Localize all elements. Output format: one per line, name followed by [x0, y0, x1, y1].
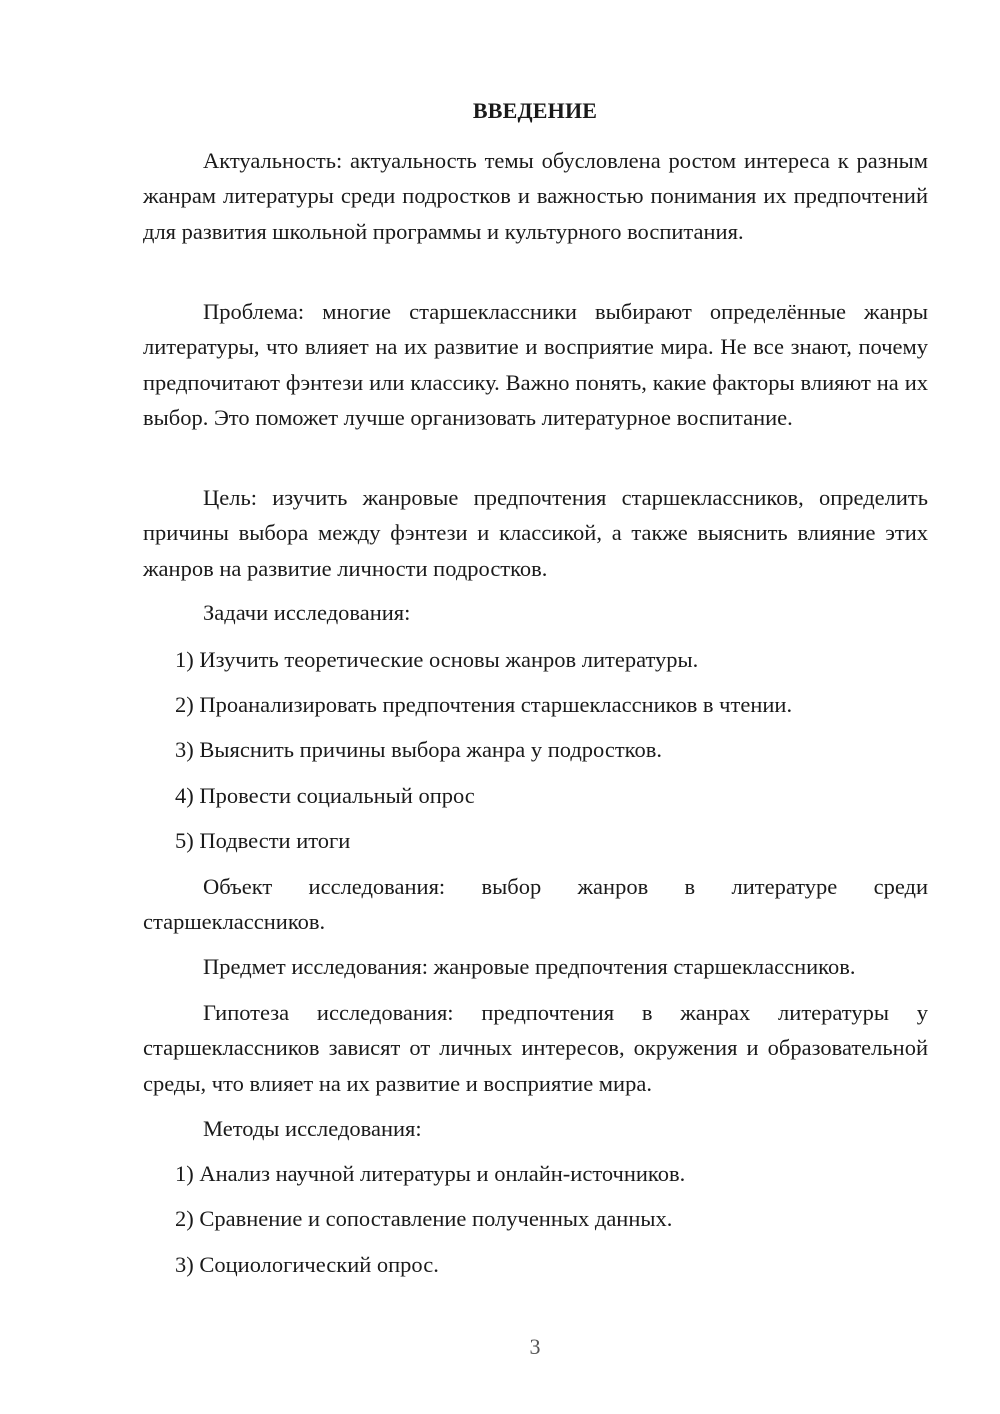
goal-paragraph: Цель: изучить жанровые предпочтения старшеклассников, определить причины выбора между фэнтези и классикой, а также выяснить влияние этих жанров на развитие личности подростков.	[143, 485, 928, 581]
hypothesis-paragraph: Гипотеза исследования: предпочтения в жанрах литературы у старшеклассников зависят от личных интересов, окружения и образовательной среды, что влияет на их развитие и восприятие мира.	[143, 1000, 928, 1096]
page-number: 3	[529, 1334, 541, 1359]
method-item: 3) Социологический опрос.	[175, 1252, 439, 1277]
object-paragraph: Объект исследования: выбор жанров в литературе среди старшеклассников.	[143, 874, 928, 935]
method-item: 1) Анализ научной литературы и онлайн-источников.	[175, 1161, 686, 1186]
methods-heading: Методы исследования:	[203, 1116, 422, 1141]
page-title: ВВЕДЕНИЕ	[472, 98, 598, 123]
task-item: 5) Подвести итоги	[175, 828, 351, 853]
problem-paragraph: Проблема: многие старшеклассники выбирают определённые жанры литературы, что влияет на их развитие и восприятие мира. Не все знают, почему предпочитают фэнтези или классику. Важно понять, какие факторы влияют на их выбор. Это поможет лучше организовать литературное воспитание.	[143, 299, 928, 430]
method-item: 2) Сравнение и сопоставление полученных данных.	[175, 1206, 673, 1231]
task-item: 1) Изучить теоретические основы жанров литературы.	[175, 647, 699, 672]
task-item: 4) Провести социальный опрос	[175, 783, 475, 808]
task-item: 3) Выяснить причины выбора жанра у подростков.	[175, 737, 662, 762]
relevance-paragraph: Актуальность: актуальность темы обусловлена ростом интереса к разным жанрам литературы среди подростков и важностью понимания их предпочтений для развития школьной программы и культурного воспитания.	[143, 148, 928, 244]
subject-paragraph: Предмет исследования: жанровые предпочтения старшеклассников.	[203, 954, 856, 979]
task-item: 2) Проанализировать предпочтения старшеклассников в чтении.	[175, 692, 793, 717]
tasks-heading: Задачи исследования:	[203, 600, 411, 625]
